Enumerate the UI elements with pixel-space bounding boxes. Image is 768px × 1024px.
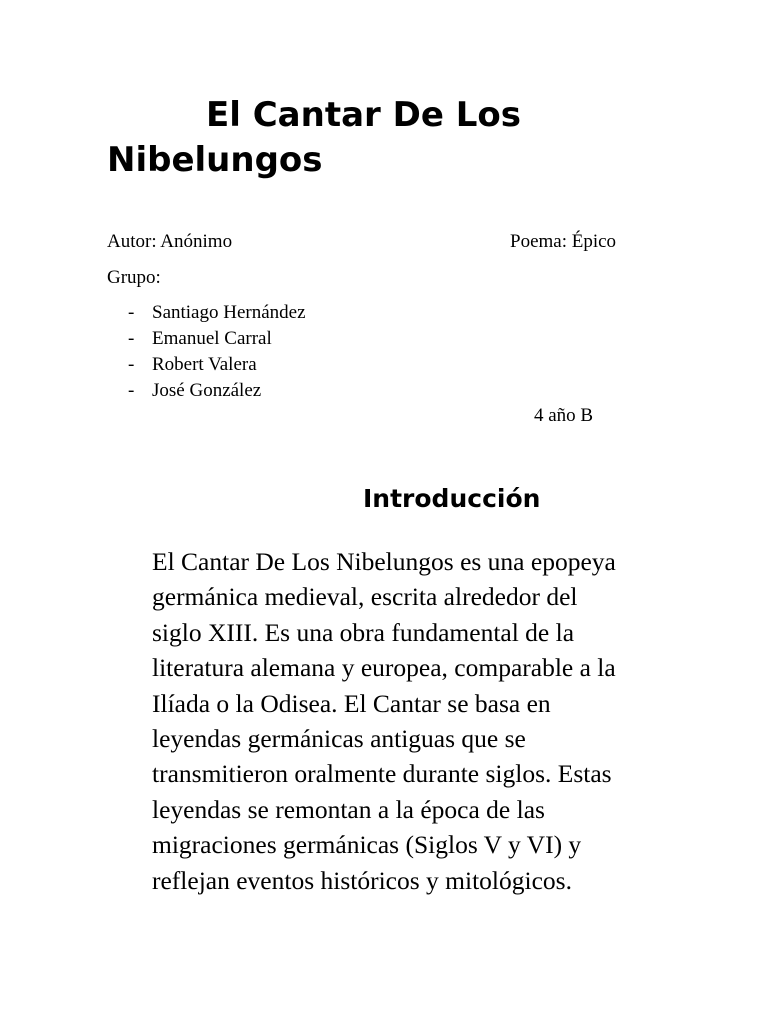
paragraph-line: germánica medieval, escrita alrededor del <box>152 582 578 612</box>
member-name: Robert Valera <box>152 354 257 375</box>
list-item <box>107 300 306 326</box>
poem-type-label: Poema: Épico <box>510 231 617 252</box>
class-year-label: 4 año B <box>534 405 594 426</box>
list-dash: - <box>128 328 135 349</box>
paragraph-line: literatura alemana y europea, comparable a la <box>152 653 616 683</box>
list-dash: - <box>128 354 135 375</box>
member-name: Emanuel Carral <box>152 328 272 349</box>
paragraph-line: Ilíada o la Odisea. El Cantar se basa en <box>152 688 551 718</box>
paragraph-line: reflejan eventos históricos y mitológicos. <box>152 865 572 895</box>
title-line-1: El Cantar De Los <box>206 95 521 135</box>
paragraph-line: leyendas germánicas antiguas que se <box>152 724 526 754</box>
title-line-2: Nibelungos <box>107 140 323 180</box>
section-heading: Introducción <box>363 484 541 513</box>
group-label: Grupo: <box>107 267 161 288</box>
member-name: José González <box>152 380 262 401</box>
group-members-list <box>107 300 306 404</box>
paragraph-line: siglo XIII. Es una obra fundamental de la <box>152 617 575 647</box>
list-item <box>107 378 306 404</box>
list-dash: - <box>128 302 135 323</box>
list-item <box>107 352 306 378</box>
author-label: Autor: Anónimo <box>107 231 233 252</box>
member-name: Santiago Hernández <box>152 302 306 323</box>
list-dash: - <box>128 380 135 401</box>
page-title <box>107 93 707 183</box>
paragraph-line: migraciones germánicas (Siglos V y VI) y <box>152 830 582 860</box>
intro-paragraph <box>152 544 672 898</box>
paragraph-line: El Cantar De Los Nibelungos es una epopeya <box>152 547 616 576</box>
paragraph-line: transmitieron oralmente durante siglos. Estas <box>152 759 612 789</box>
paragraph-line: leyendas se remontan a la época de las <box>152 794 545 824</box>
list-item <box>107 326 306 352</box>
